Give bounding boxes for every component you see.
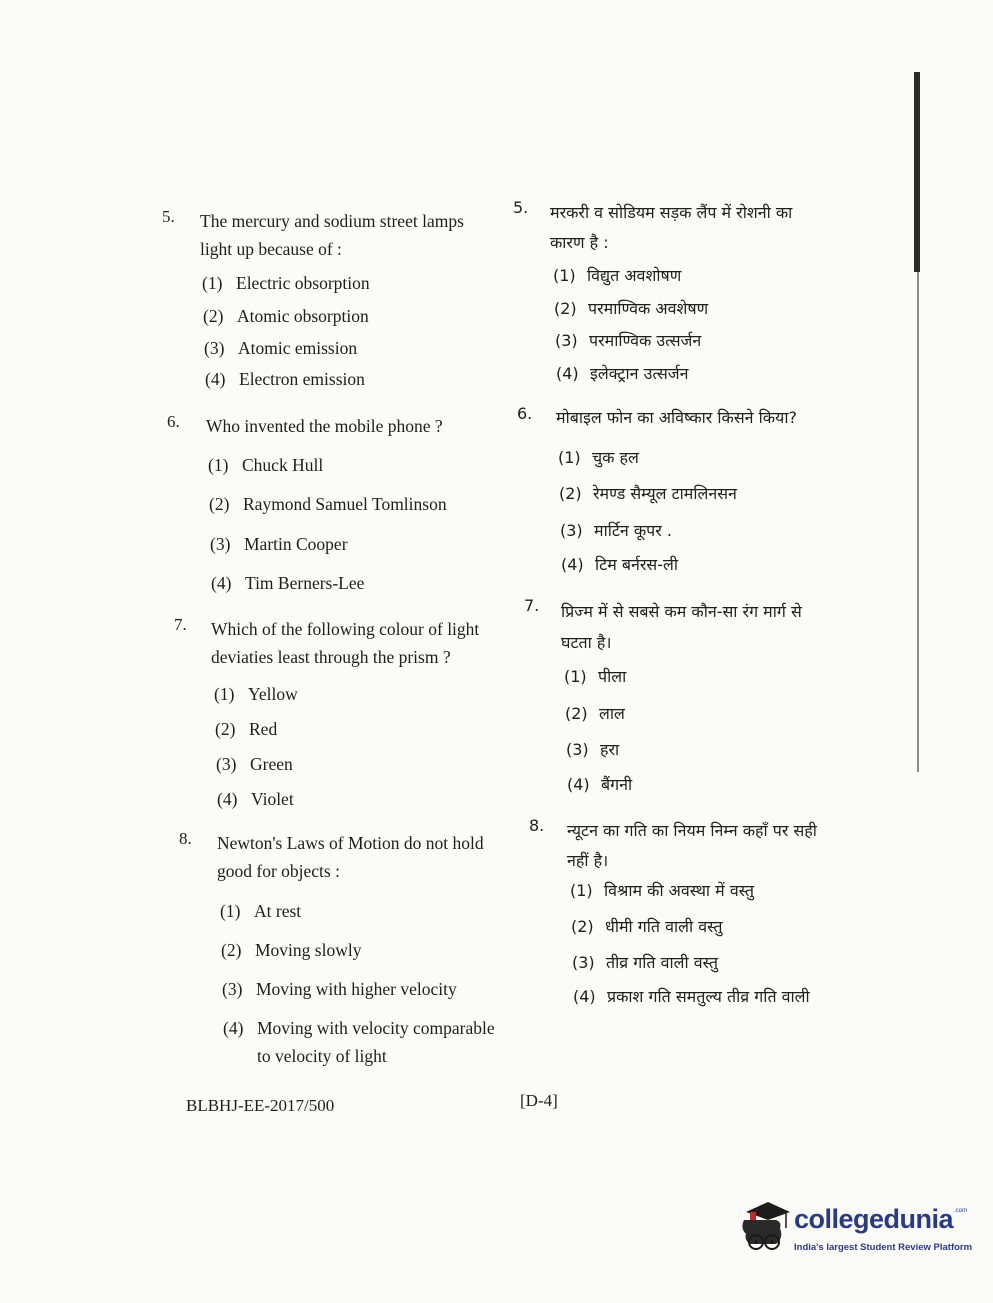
question-number: 7. <box>174 615 187 634</box>
option-7-4-en: (4) Violet <box>217 789 294 809</box>
question-stem: Who invented the mobile phone ? <box>206 416 443 436</box>
option-5-1-en: (1) Electric obsorption <box>202 273 370 293</box>
option-7-3-hi: (3) हरा <box>566 740 620 759</box>
option-7-1-en: (1) Yellow <box>214 684 298 704</box>
question-number: 8. <box>529 816 545 835</box>
option-7-2-en: (2) Red <box>215 719 278 739</box>
scan-edge-mark <box>914 72 920 272</box>
option-7-3-en: (3) Green <box>216 754 293 774</box>
logo-brand: collegedunia <box>794 1204 954 1234</box>
option-7-4-hi: (4) बैंगनी <box>567 775 633 794</box>
mascot-icon <box>736 1198 792 1256</box>
option-5-4-hi: (4) इलेक्ट्रान उत्सर्जन <box>556 364 689 383</box>
question-stem: Which of the following colour of light deviaties least through the prism ? <box>211 619 480 667</box>
question-stem: Newton's Laws of Motion do not hold good for objects : <box>217 833 484 881</box>
option-8-4-en-continuation: to velocity of light <box>257 1046 387 1066</box>
scan-edge-line <box>917 272 919 772</box>
paper-code: BLBHJ-EE-2017/500 <box>186 1096 335 1115</box>
option-5-1-hi: (1) विद्युत अवशोषण <box>553 266 682 285</box>
question-number: 8. <box>179 829 192 848</box>
question-number: 7. <box>524 596 540 615</box>
question-stem: The mercury and sodium street lamps light up because of : <box>200 211 464 259</box>
option-8-3-en: (3) Moving with higher velocity <box>222 979 457 999</box>
option-6-3-hi: (3) मार्टिन कूपर . <box>560 521 672 540</box>
option-8-1-hi: (1) विश्राम की अवस्था में वस्तु <box>570 881 755 900</box>
option-6-2-en: (2) Raymond Samuel Tomlinson <box>209 494 447 514</box>
option-6-2-hi: (2) रेमण्ड सैम्यूल टामलिनसन <box>559 484 737 503</box>
option-5-2-hi: (2) परमाण्विक अवशेषण <box>554 299 709 318</box>
option-5-3-en: (3) Atomic emission <box>204 338 358 358</box>
option-8-1-en: (1) At rest <box>220 901 302 921</box>
page-marker: [D-4] <box>520 1091 558 1110</box>
question-stem: न्यूटन का गति का नियम निम्न कहाँ पर सही नहीं है। <box>567 821 817 870</box>
option-8-2-hi: (2) धीमी गति वाली वस्तु <box>571 917 723 936</box>
option-5-3-hi: (3) परमाण्विक उत्सर्जन <box>555 331 702 350</box>
question-number: 5. <box>513 198 529 217</box>
question-number: 6. <box>517 404 533 423</box>
question-stem: मरकरी व सोडियम सड़क लैंप में रोशनी का कारण है : <box>550 203 793 252</box>
option-8-4-hi: (4) प्रकाश गति समतुल्य तीव्र गति वाली <box>573 987 810 1006</box>
option-6-1-hi: (1) चुक हल <box>558 448 639 467</box>
option-5-2-en: (2) Atomic obsorption <box>203 306 369 326</box>
option-8-2-en: (2) Moving slowly <box>221 940 362 960</box>
question-number: 5. <box>162 207 175 226</box>
question-stem: मोबाइल फोन का अविष्कार किसने किया? <box>556 408 797 427</box>
option-6-4-en: (4) Tim Berners-Lee <box>211 573 365 593</box>
option-8-3-hi: (3) तीव्र गति वाली वस्तु <box>572 953 718 972</box>
option-8-4-en: (4) Moving with velocity comparable <box>223 1018 495 1038</box>
logo-suffix: .com <box>954 1208 968 1214</box>
logo-tagline: India's largest Student Review Platform <box>794 1242 973 1253</box>
option-7-1-hi: (1) पीला <box>564 667 627 686</box>
collegedunia-logo[interactable] <box>736 1198 973 1268</box>
option-6-3-en: (3) Martin Cooper <box>210 534 348 554</box>
option-6-4-hi: (4) टिम बर्नरस-ली <box>561 555 679 574</box>
question-number: 6. <box>167 412 180 431</box>
question-stem: प्रिज्म में से सबसे कम कौन-सा रंग मार्ग से घटता है। <box>561 602 802 652</box>
option-5-4-en: (4) Electron emission <box>205 369 365 389</box>
option-7-2-hi: (2) लाल <box>565 704 625 723</box>
option-6-1-en: (1) Chuck Hull <box>208 455 324 475</box>
